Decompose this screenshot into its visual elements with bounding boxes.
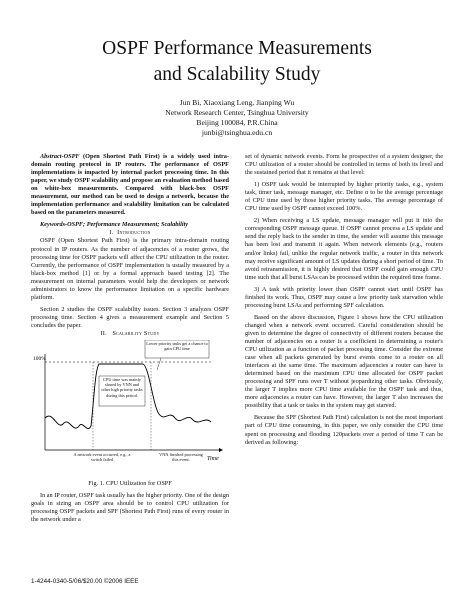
continued-paragraph: set of dynamic network events. Form he prospective of a system designer, the CPU utilization of a router should be controlled in terms of both its level and the sustained period that it remains at that level: <box>245 153 443 177</box>
callout-event-occurred: A network event occurred, e.g., a switch failed <box>73 452 131 463</box>
callout-middle-text: CPU time was mainly shared by VNN and other high priority tasks during this period. <box>101 377 143 398</box>
left-column <box>31 153 229 524</box>
author-names: Jun Bi, Xiaoxiang Leng, Jianping Wu <box>179 98 295 107</box>
list-item-1: 1) OSPF task would be interrupted by higher priority tasks, e.g., system task, timer task, message manager, etc. Define α to be the average percentage of CPU time used by those higher priority tasks. The average percentage of CPU time used by OSPF cannot exceed 100%. <box>245 181 443 213</box>
abstract-body: (Open Shortest Path First) is a widely used intra-domain routing protocol in IP routers. The performance of OSPF implementations is impacted by internal packet processing time. In this paper, we study OSPF scalability and propose an evaluation method based on white-box measurements. Compared with black-box OSPF measurement, our method can be used to design a network, because the implementation performance and scalability limitation can be calculated based on the parameters measured. <box>31 153 230 217</box>
list-item-3: 3) A task with priority lower than OSPF cannot start until OSPF has finished its work. Thus, OSPF may cause a low priority task starvation while processing burst LSAs and performing SPF calculation. <box>245 285 443 309</box>
intro-paragraph-1: OSPF (Open Shortest Path First) is the primary intra-domain routing protocol in IP routers. As the number of adjacencies of a router grows, the processing time for OSPF packets will affect the CPU utilization in the router. Currently, the performance of OSPF implementation is usually measured by a black-box method [1] or by a formal approach based testing [2]. The measurement on internal parameters would help the developers or network administrators to know the performance limitation on a specific hardware platform. <box>31 237 229 301</box>
intro-paragraph-2: Section 2 studies the OSPF scalability issues. Section 3 analyzes OSPF processing time. Section 4 gives a measurement example and Section 5 concludes the paper. <box>31 305 229 329</box>
section-number: I. <box>109 229 114 237</box>
figure-discussion-paragraph: Based on the above discussion, Figure 1 shows how the CPU utilization changed when a network event occurred. Careful consideration should be given to determine the degree of connectivity of different routers because the number of adjacencies on a router is a coefficient in determining a router's CPU utilization as a function of packet processing time. Consider the extreme case when all packets generated by burst events come to a router on all interfaces at the same time. The maximum adjacencies a router can have is determined based on the maximum CPU time allocated for OSPF packet processing and SPF runs over T without jeopardizing other tasks. Obviously, the larger T implies more CPU time available for the OSPF task and thus, more adjacencies a router can have. However, the larger T also increases the possibility that a task or tasks in the system may get starved. <box>245 313 443 410</box>
title-line-2: and Scalability Study <box>153 64 321 85</box>
section-title: Scalability Study <box>112 329 160 337</box>
title-line-1: OSPF Performance Measurements <box>102 38 372 59</box>
author-block <box>0 98 474 138</box>
figure-graphic <box>31 340 229 480</box>
copyright-footer: 1-4244-0340-5/06/$20.00 ©2006 IEEE <box>31 578 139 585</box>
cpu-utilization-figure <box>31 340 229 480</box>
x-axis-label: Time <box>207 456 219 463</box>
keywords: Keywords-OSPF; Performance Measurement; Scalability <box>40 221 189 229</box>
section-number: II. <box>100 329 107 337</box>
callout-top-text: Lower priority tasks get a chance to gain CPU time <box>146 341 208 352</box>
x-axis-arrow <box>219 448 223 452</box>
y-axis-label: 100% <box>33 356 46 363</box>
callout-event-finished: VNN finished processing this event. <box>159 452 203 463</box>
section-title: Introduction <box>117 229 151 237</box>
scalability-paragraph-1: In an IP router, OSPF task usually has the higher priority. One of the design goals in sizing an OSPF area should be to control CPU utilization for processing OSPF packets and SPF (Shortest Path First) runs of every router in the network under a <box>31 492 230 524</box>
author-email: junbi@tsinghua.edu.cn <box>201 128 273 137</box>
abstract-lead: Abstract-OSPF <box>40 153 80 160</box>
author-address: Beijing 100084, P.R.China <box>196 118 278 127</box>
figure-caption: Fig. 1. CPU Utilization for OSPF <box>88 480 172 488</box>
callout-top-leader <box>157 358 161 370</box>
right-column <box>245 153 443 447</box>
paper-title <box>0 36 474 88</box>
section-heading-introduction <box>31 229 229 237</box>
author-affiliation: Network Research Center, Tsinghua University <box>165 108 309 117</box>
list-item-2: 2) When receiving a LS update, message manager will put it into the corresponding OSPF message queue. If OSPF cannot process a LS update and send the reply back to the sender in time, the sender will assume this message has been lost and transmit it again. When network elements (e.g., routers and/or links) fail, unlike the regular network traffic, a router in this network may receive significant amount of LS updates during a short period of time. To avoid retransmission, it is highly desired that OSPF could gain enough CPU time such that all burst LSAs can be processed within the required time frame. <box>245 217 443 281</box>
spf-paragraph: Because the SPF (Shortest Path First) calculation is not the most important part of CPU time consuming, in this paper, we only consider the CPU time spent on processing and flooding 120packets over a period of time T can be derived as following: <box>245 414 443 446</box>
section-heading-scalability <box>31 330 229 338</box>
abstract <box>31 153 229 217</box>
